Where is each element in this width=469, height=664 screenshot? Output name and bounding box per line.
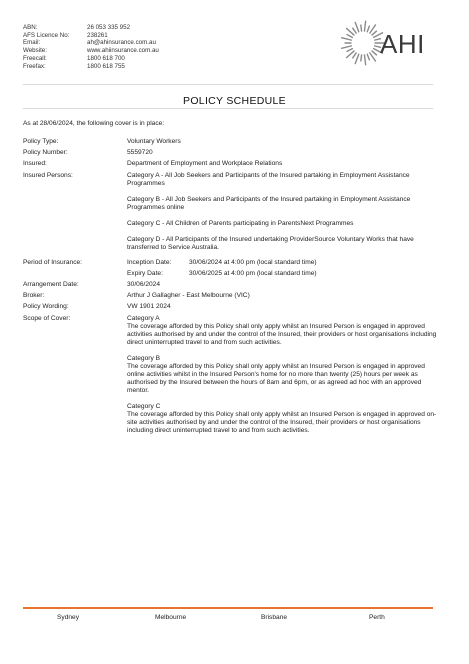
footer-divider (23, 607, 433, 609)
field-label: Policy Wording: (23, 303, 69, 311)
expiry-value: 30/06/2025 at 4:00 pm (local standard time) (189, 269, 317, 277)
insured-category: Category C - All Children of Parents participating in ParentsNext Programmes (127, 219, 354, 227)
field-label: Insured: (23, 160, 47, 168)
field-label: Scope of Cover: (23, 314, 71, 322)
logo-ray (342, 46, 352, 48)
row-policy-number (23, 149, 443, 157)
info-label: Email: (23, 39, 41, 47)
scope-text: The coverage afforded by this Policy shall only apply whilst an Insured Person is engaged in approved online activities whilst in the Insured Person's home for no more than twenty (25) hours per week as authorised by the Insured between the hours of 8am and 6pm, or as agreed ad hoc with an approved mentor. (127, 362, 425, 394)
field-value: 30/06/2024 (127, 280, 161, 288)
info-value: 1800 618 755 (87, 62, 125, 70)
scope-section (127, 355, 443, 395)
info-row-email (23, 39, 159, 47)
logo-ray (355, 54, 359, 63)
logo-ray (367, 54, 369, 60)
logo-ray (342, 38, 352, 40)
scope-text: The coverage afforded by this Policy shall only apply whilst an Insured Person is engaged in approved on-site activities authorised by and under the control of the Insured, their providers or host organisations including direct uninterrupted travel to and from such activities. (127, 410, 437, 434)
city-melbourne: Melbourne (155, 614, 187, 621)
info-value: 1800 618 700 (87, 54, 125, 62)
insured-category: Category D - All Participants of the Insured undertaking ProviderSource Voluntary Works that have transferred to Service Australia. (127, 235, 414, 251)
schedule-body (23, 120, 443, 446)
field-label: Arrangement Date: (23, 280, 79, 288)
row-period (23, 259, 443, 278)
info-row-afs (23, 32, 159, 40)
row-arrangement-date (23, 281, 443, 289)
inception-label: Inception Date: (127, 258, 172, 266)
scope-text: The coverage afforded by this Policy shall only apply whilst an Insured Person is engaged in approved activities authorised by and under the control of the Insured, their providers or host organisations including direct uninterrupted travel to and from such activities. (127, 322, 437, 346)
field-label: Policy Type: (23, 138, 59, 145)
company-info-block (23, 24, 159, 70)
logo-ray (355, 22, 359, 31)
logo-ray (347, 49, 352, 52)
expiry-row (127, 270, 443, 278)
field-value: 5559720 (127, 149, 153, 157)
scope-section (127, 403, 443, 435)
field-value (127, 259, 443, 278)
row-policy-type (23, 138, 443, 146)
info-label: ABN: (23, 24, 38, 31)
email-link[interactable]: ah@ahinsurance.com.au (87, 39, 156, 47)
logo-ray (372, 51, 376, 55)
row-insured (23, 160, 443, 168)
field-value: Arthur J Gallagher - East Melbourne (VIC) (127, 292, 250, 300)
field-label: Insured Persons: (23, 171, 73, 179)
scope-heading: Category C (127, 402, 161, 410)
info-label: Website: (23, 47, 47, 55)
inception-row (127, 259, 443, 267)
info-row-freecall (23, 55, 159, 63)
field-value (127, 315, 443, 443)
page-title: POLICY SCHEDULE (183, 95, 286, 107)
logo-ray (361, 25, 362, 31)
title-divider (23, 108, 433, 109)
info-label: Freefax: (23, 62, 46, 70)
logo-ray (353, 28, 356, 33)
logo-ray (372, 31, 376, 35)
inception-value: 30/06/2024 at 4:00 pm (local standard time) (189, 258, 317, 266)
info-label: Freecall: (23, 54, 47, 62)
intro-text: As at 28/06/2024, the following cover is in place: (23, 120, 165, 127)
info-label: AFS Licence No: (23, 31, 70, 39)
logo-ray (347, 35, 352, 38)
city-sydney: Sydney (57, 614, 79, 621)
info-value: 26 053 335 952 (87, 24, 131, 31)
info-row-abn (23, 24, 159, 32)
logo-ray (353, 53, 356, 58)
header-divider (23, 84, 433, 85)
insured-category: Category A - All Job Seekers and Participants of the Insured partaking in Employment Assistance Programmes (127, 171, 410, 187)
info-row-website (23, 47, 159, 55)
row-broker (23, 292, 443, 300)
insured-category: Category B - All Job Seekers and Participants of the Insured partaking in Employment Assistance Programmes online (127, 195, 411, 211)
field-label: Broker: (23, 292, 45, 300)
field-value (127, 172, 443, 256)
field-value: Voluntary Workers (127, 138, 181, 145)
row-scope (23, 315, 443, 443)
website-link[interactable]: www.ahiinsurance.com.au (87, 47, 159, 55)
city-brisbane: Brisbane (261, 614, 288, 621)
field-value: VW 1901 2024 (127, 303, 171, 311)
scope-heading: Category B (127, 354, 160, 362)
city-perth: Perth (369, 614, 385, 621)
logo-ray (361, 55, 362, 61)
logo-ray (364, 55, 365, 65)
expiry-label: Expiry Date: (127, 269, 163, 277)
field-label: Policy Number: (23, 149, 68, 157)
scope-heading: Category A (127, 314, 160, 322)
row-policy-wording (23, 303, 443, 311)
info-row-freefax (23, 63, 159, 71)
field-value: Department of Employment and Workplace Relations (127, 160, 283, 168)
field-label: Period of Insurance: (23, 258, 83, 266)
logo-ray (364, 21, 365, 31)
row-insured-persons (23, 172, 443, 256)
info-value: 238261 (87, 31, 108, 39)
ahi-logo-text: AHI (380, 29, 425, 59)
scope-section (127, 315, 443, 347)
logo-ray (367, 26, 369, 32)
